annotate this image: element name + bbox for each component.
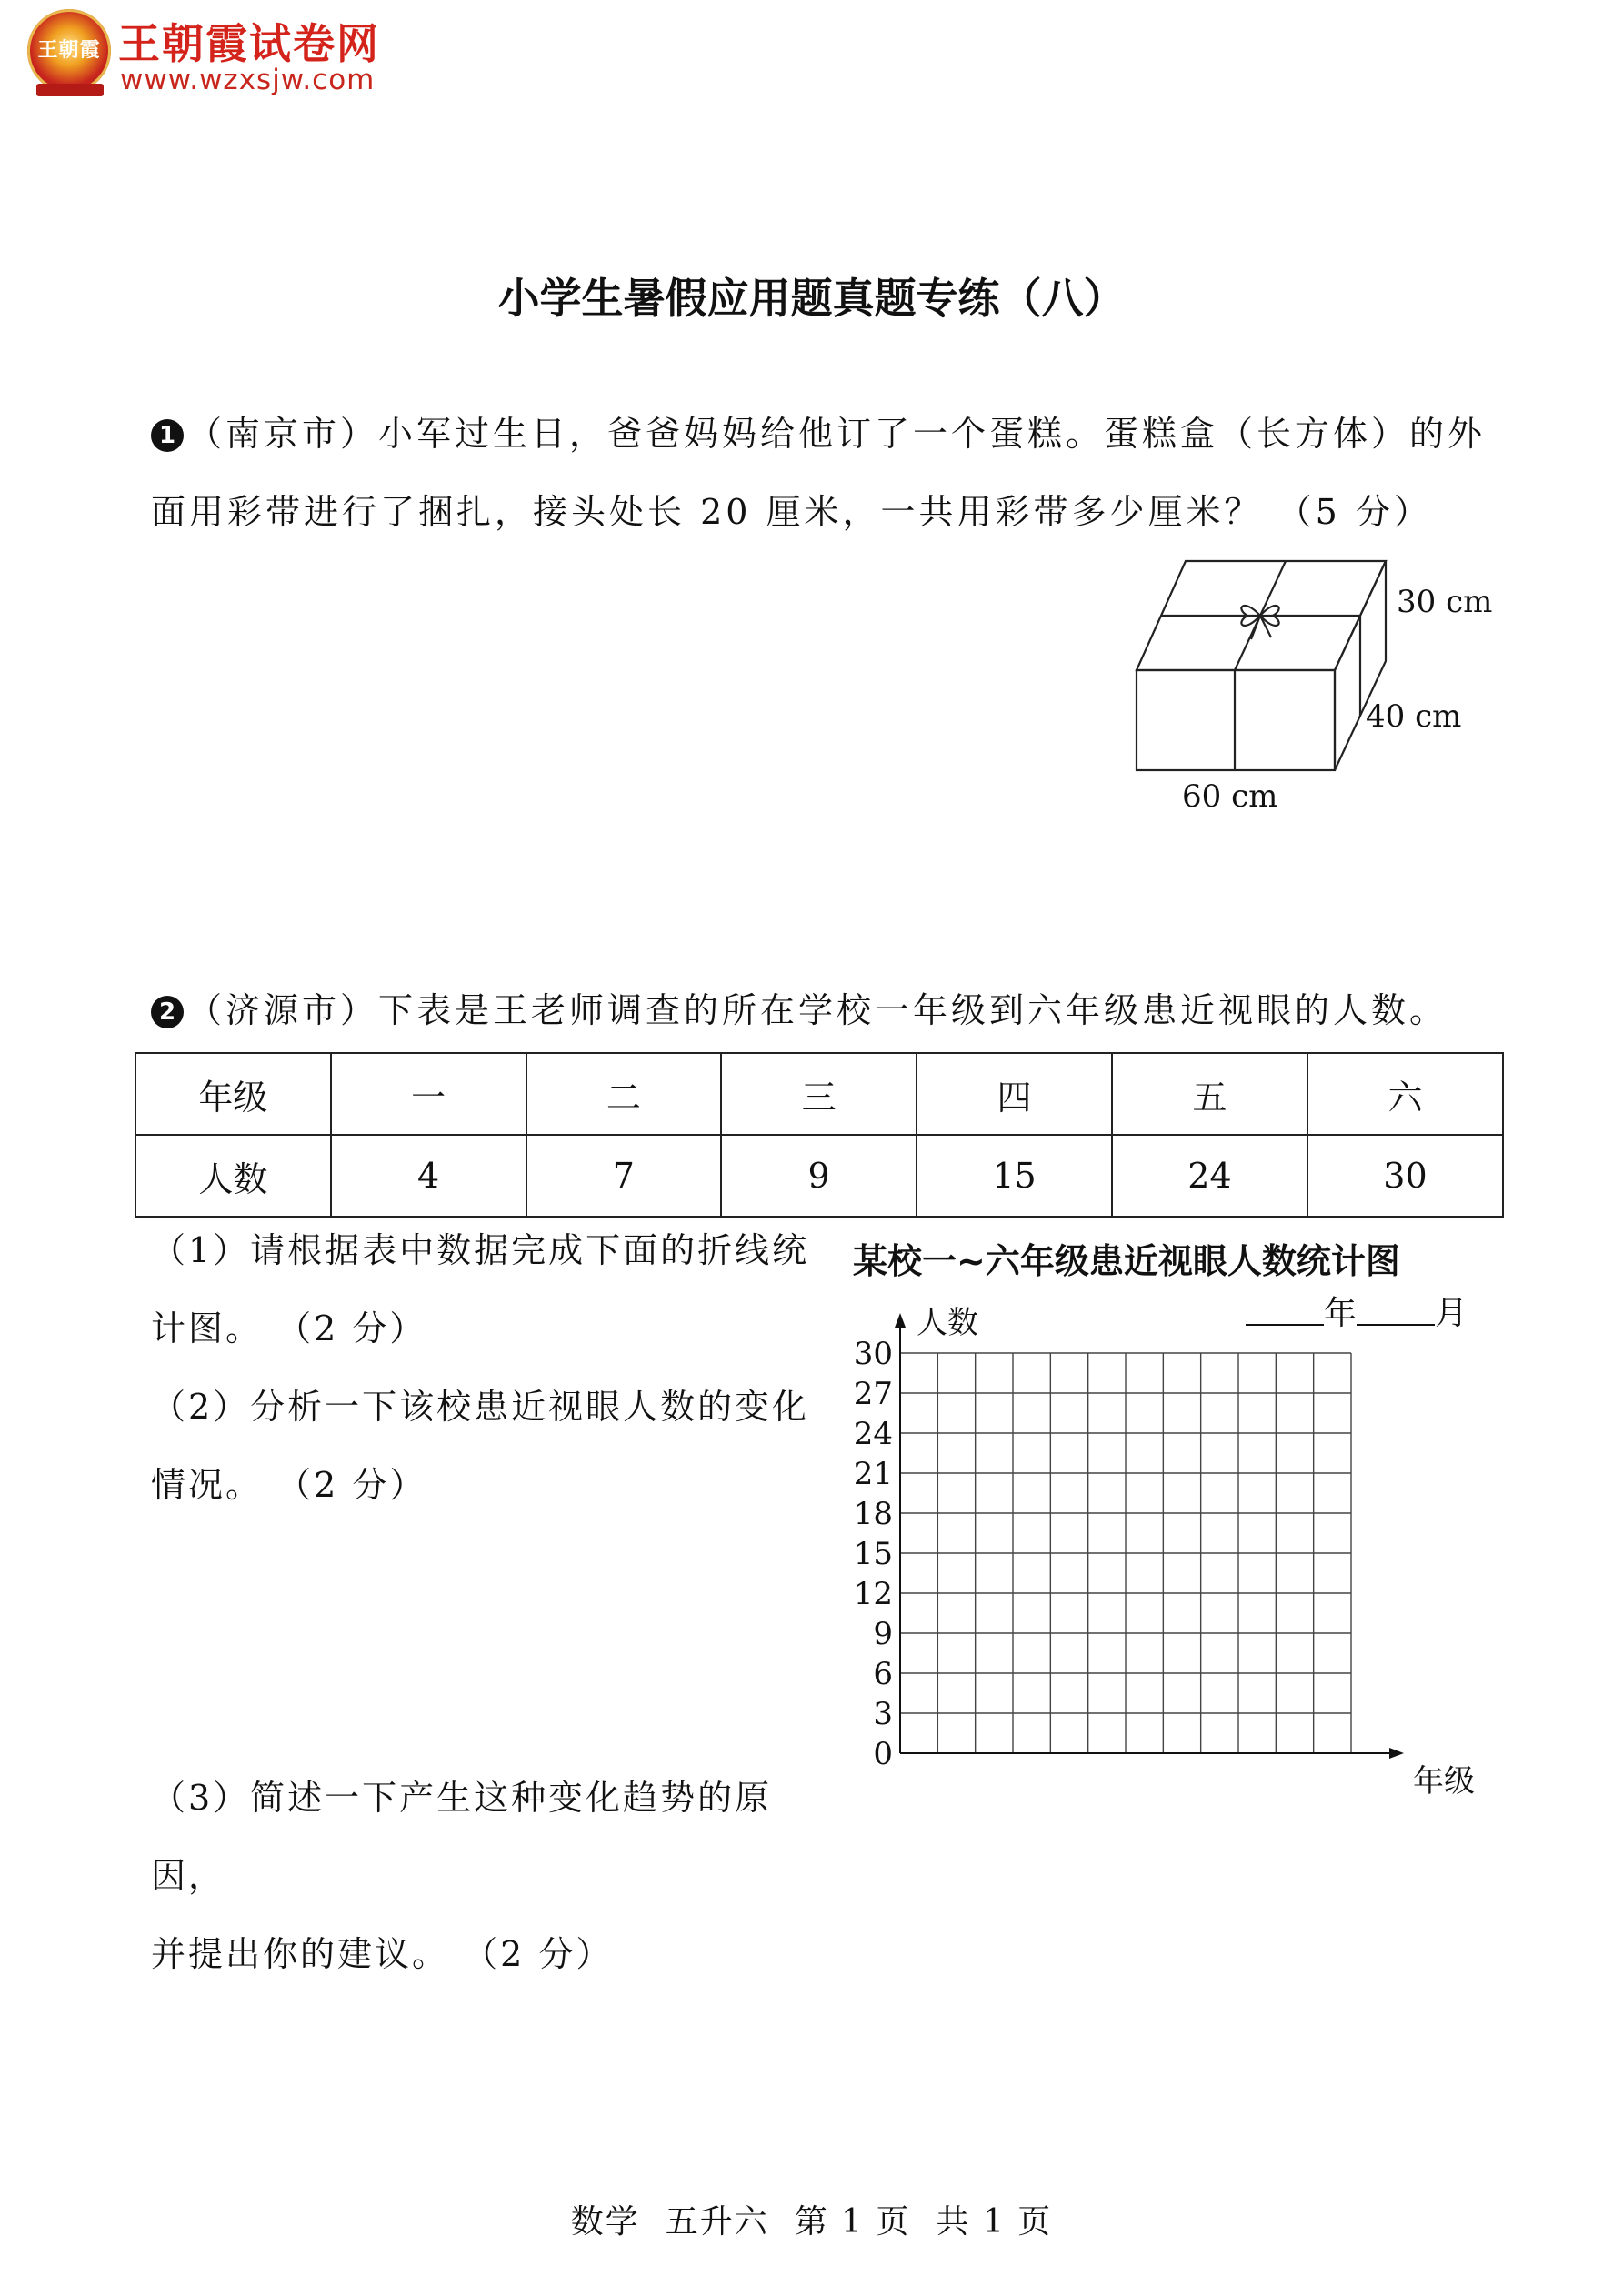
y-tick-label: 18 — [853, 1496, 893, 1532]
y-tick-label: 6 — [873, 1656, 893, 1692]
sub1-line2: 计图。 （2 分） — [151, 1308, 427, 1349]
table-cell-count: 9 — [721, 1135, 917, 1217]
y-axis-arrow — [895, 1313, 906, 1328]
q1-line2: 面用彩带进行了捆扎，接头处长 20 厘米，一共用彩带多少厘米？ （5 分） — [151, 492, 1432, 532]
question-2 — [151, 971, 1569, 1049]
table-header-count: 人数 — [135, 1135, 331, 1217]
y-tick-label: 3 — [873, 1696, 893, 1732]
page-title: 小学生暑假应用题真题专练（八） — [497, 274, 1126, 323]
table-cell-count: 30 — [1307, 1135, 1503, 1217]
sub3-line1: （3）简述一下产生这种变化趋势的原因， — [151, 1778, 773, 1896]
table-cell-grade: 四 — [917, 1053, 1112, 1135]
y-tick-label: 30 — [853, 1336, 893, 1372]
y-tick-label: 24 — [853, 1416, 893, 1452]
table-row-grade — [135, 1053, 1503, 1135]
dim-height-label: 30 cm — [1397, 584, 1493, 620]
y-tick-label: 27 — [853, 1376, 893, 1412]
y-tick-label: 15 — [853, 1536, 893, 1572]
footer-page: 第 1 页 — [794, 2203, 911, 2241]
myopia-table — [135, 1052, 1504, 1218]
brand-name: 王朝霞试卷网 — [118, 19, 380, 68]
table-cell-count: 24 — [1112, 1135, 1307, 1217]
footer-grade: 五升六 — [665, 2203, 769, 2241]
q1-line1 — [151, 395, 1515, 473]
q1-number-badge: 1 — [151, 419, 184, 452]
footer-subject: 数学 — [570, 2203, 640, 2241]
chart-title: 某校一~六年级患近视眼人数统计图 — [853, 1241, 1400, 1281]
logo-seal — [27, 9, 111, 93]
q2-intro-text: （济源市）下表是王老师调查的所在学校一年级到六年级患近视眼的人数。 — [187, 990, 1448, 1030]
page-footer — [0, 2196, 1623, 2242]
logo-ribbon — [36, 84, 104, 96]
table-cell-grade: 六 — [1307, 1053, 1503, 1135]
table-cell-grade: 五 — [1112, 1053, 1307, 1135]
sub-questions-1-2 — [151, 1211, 842, 1524]
table-cell-grade: 三 — [721, 1053, 917, 1135]
table-cell-count: 4 — [331, 1135, 526, 1217]
sub-question-3 — [151, 1759, 842, 1993]
q1-line1-text: （南京市）小军过生日，爸爸妈妈给他订了一个蛋糕。蛋糕盒（长方体）的外 — [187, 414, 1487, 454]
dim-length-label: 60 cm — [1182, 778, 1278, 815]
y-tick-label: 12 — [853, 1576, 893, 1612]
x-axis-label: 年级 — [1413, 1763, 1475, 1800]
seal-text: 王朝霞 — [37, 38, 101, 62]
x-axis-arrow — [1389, 1748, 1404, 1759]
sub2-line2: 情况。 （2 分） — [151, 1465, 427, 1505]
q2-number-badge: 2 — [151, 996, 184, 1028]
month-label: 月 — [1435, 1295, 1468, 1332]
footer-total: 共 1 页 — [936, 2203, 1053, 2241]
question-1 — [151, 395, 1515, 551]
sub3-line2: 并提出你的建议。 （2 分） — [151, 1934, 614, 1974]
year-label: 年 — [1324, 1295, 1358, 1332]
y-axis-label: 人数 — [917, 1305, 978, 1341]
table-cell-count: 15 — [917, 1135, 1112, 1217]
y-tick-label: 21 — [853, 1456, 893, 1492]
y-tick-label: 0 — [873, 1736, 893, 1772]
cake-box-diagram — [1127, 550, 1518, 823]
table-cell-grade: 一 — [331, 1053, 526, 1135]
line-chart-grid — [846, 1291, 1500, 1800]
table-cell-count: 7 — [526, 1135, 722, 1217]
dim-width-label: 40 cm — [1366, 698, 1462, 735]
brand-url: www.wzxsjw.com — [120, 64, 376, 96]
sub2-line1: （2）分析一下该校患近视眼人数的变化 — [151, 1387, 810, 1427]
table-header-grade: 年级 — [135, 1053, 331, 1135]
table-cell-grade: 二 — [526, 1053, 722, 1135]
table-row-count — [135, 1135, 1503, 1217]
y-tick-label: 9 — [873, 1616, 893, 1652]
sub1-line1: （1）请根据表中数据完成下面的折线统 — [151, 1230, 810, 1270]
